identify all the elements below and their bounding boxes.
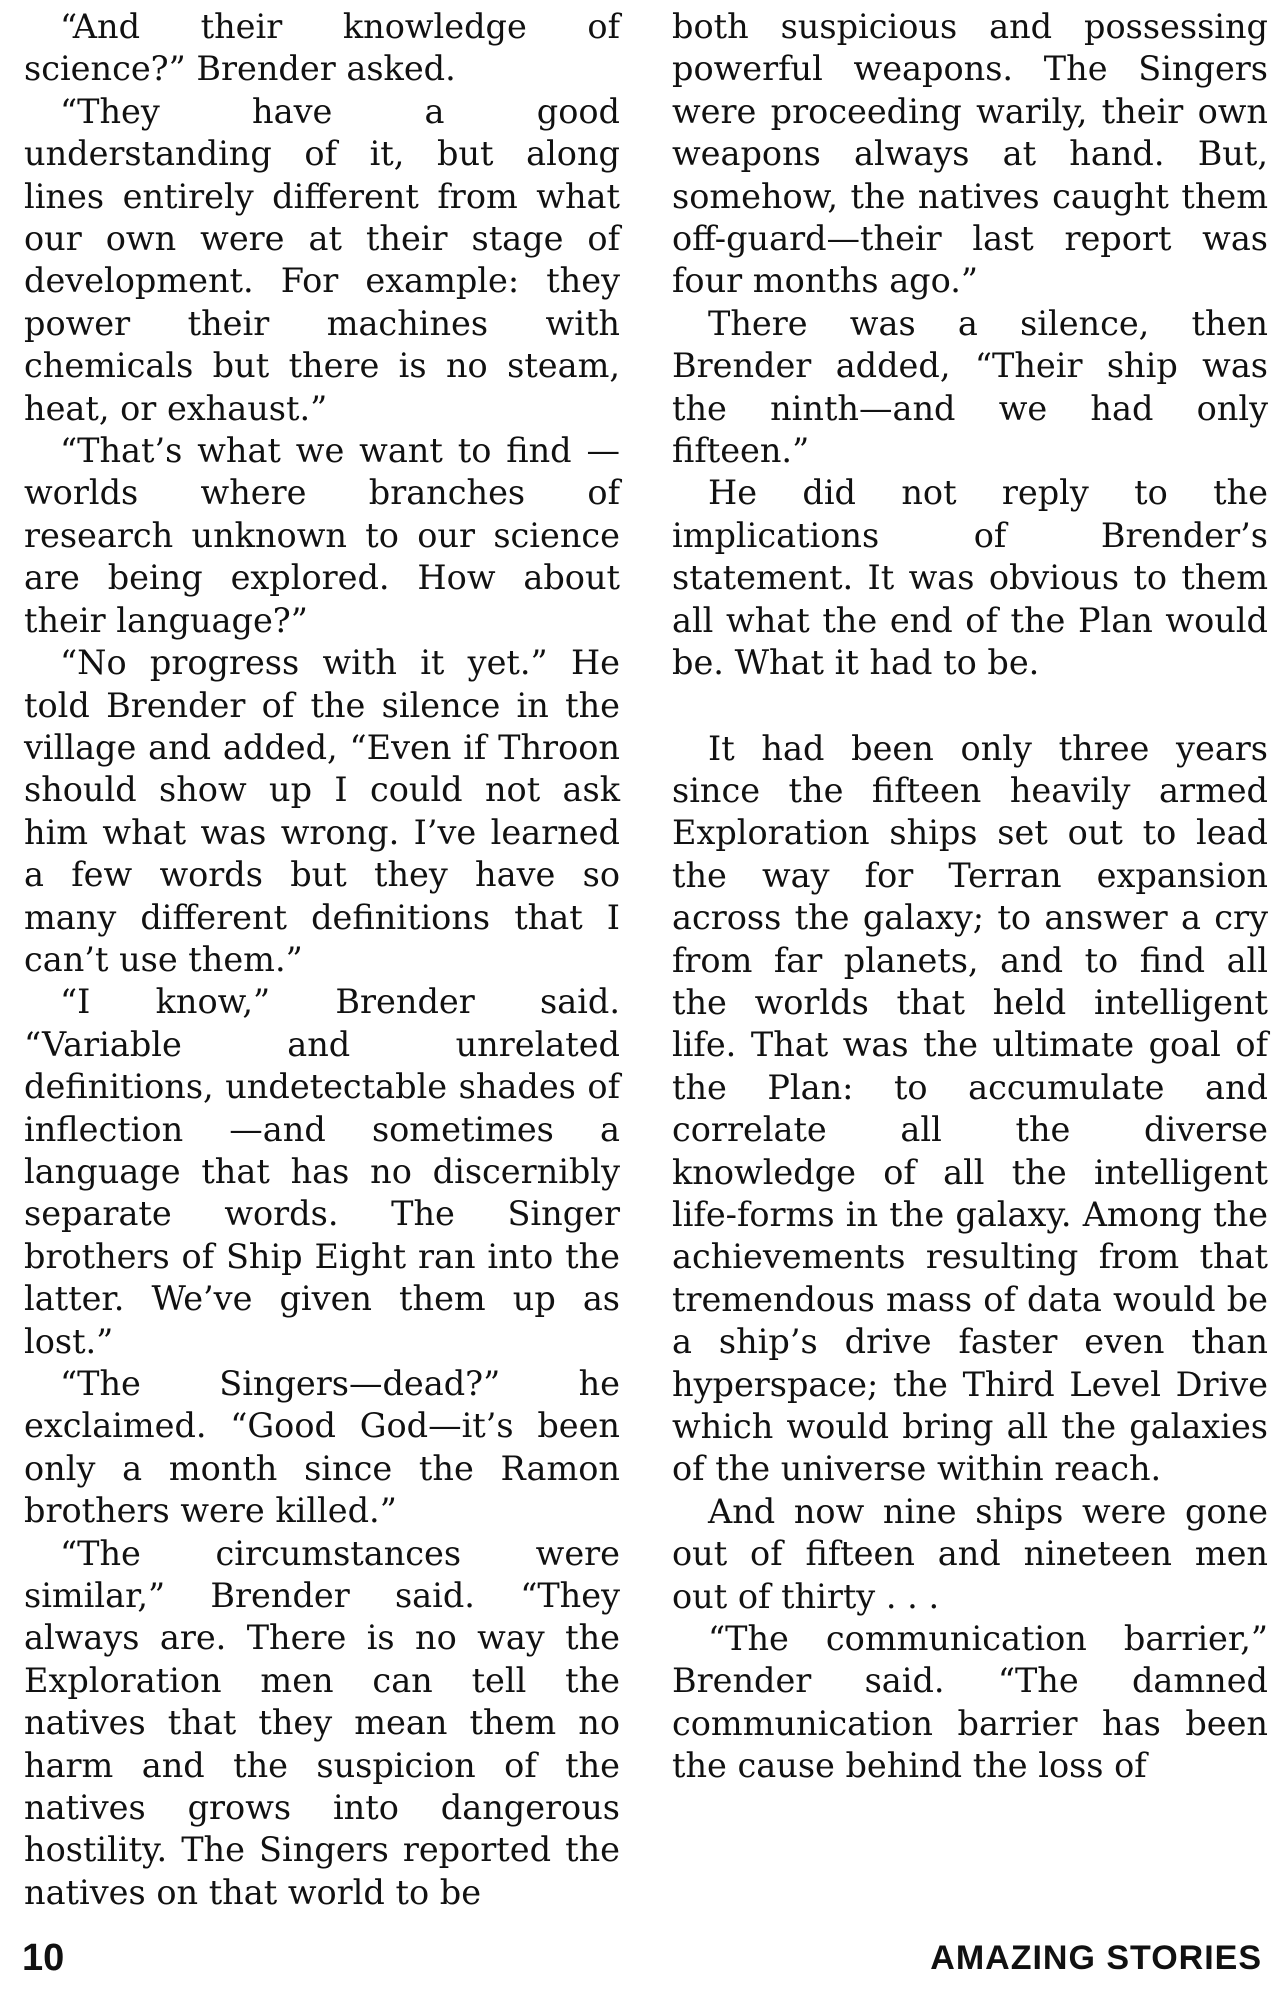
section-break <box>672 685 1268 728</box>
paragraph: And now nine ships were gone out of fifteen and nineteen men out of thirty . . . <box>672 1491 1268 1616</box>
right-column <box>672 6 1268 1788</box>
page-number: 10 <box>22 1937 65 1979</box>
paragraph: “The Singers—dead?” he exclaimed. “Good God—it’s been only a month since the Ramon brothers were killed.” <box>24 1364 620 1531</box>
paragraph: “The circumstances were similar,” Brender said. “They always are. There is no way the Exploration men can tell the natives that they mean them no harm and the suspicion of the natives grows into dangerous hostility. The Singers reported the natives on that world to be <box>24 1533 620 1912</box>
paragraph: He did not reply to the implications of Brender’s statement. It was obvious to them all what the end of the Plan would be. What it had to be. <box>672 473 1268 683</box>
paragraph: “And their knowledge of science?” Brender asked. <box>24 7 620 89</box>
paragraph: There was a silence, then Brender added, “Their ship was the ninth—and we had only fifteen.” <box>672 303 1268 471</box>
paragraph: “I know,” Brender said. “Variable and unrelated definitions, undetectable shades of inflection —and sometimes a language that has no discernibly separate words. The Singer brothers of Ship Eight ran into the latter. We’ve given them up as lost.” <box>24 982 620 1361</box>
magazine-title: AMAZING STORIES <box>930 1939 1262 1977</box>
left-column <box>24 6 620 1914</box>
paragraph: “That’s what we want to find —worlds where branches of research unknown to our science are being explored. How about their language?” <box>24 431 620 640</box>
page-footer <box>0 1928 1288 1988</box>
paragraph: It had been only three years since the fifteen heavily armed Exploration ships set out to lead the way for Terran expansion across the galaxy; to answer a cry from far planets, and to find all the worlds that held intelligent life. That was the ultimate goal of the Plan: to accumulate and correlate all the diverse knowledge of all the intelligent life-forms in the galaxy. Among the achievements resulting from that tremendous mass of data would be a ship’s drive faster even than hyperspace; the Third Level Drive which would bring all the galaxies of the universe within reach. <box>672 728 1268 1489</box>
paragraph: “No progress with it yet.” He told Brender of the silence in the village and added, “Even if Throon should show up I could not ask him what was wrong. I’ve learned a few words but they have so many different definitions that I can’t use them.” <box>24 643 620 979</box>
paragraph-continued: both suspicious and possessing powerful weapons. The Singers were proceeding warily, their own weapons always at hand. But, somehow, the natives caught them off-guard—their last report was four months ago.” <box>672 7 1268 301</box>
paragraph: “The communication barrier,” Brender said. “The damned communication barrier has been the cause behind the loss of <box>672 1619 1268 1786</box>
paragraph: “They have a good understanding of it, but along lines entirely different from what our own were at their stage of development. For example: they power their machines with chemicals but there is no steam, heat, or exhaust.” <box>24 91 620 428</box>
